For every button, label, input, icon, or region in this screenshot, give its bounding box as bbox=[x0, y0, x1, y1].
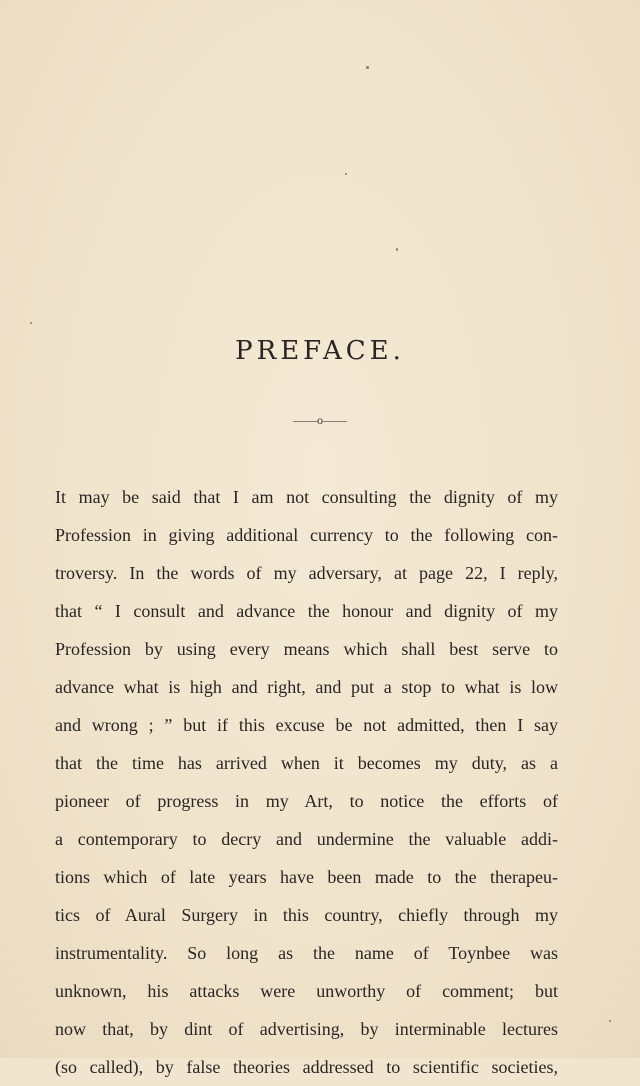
text-line-14: unknown, his attacks were unworthy of comment; but bbox=[55, 981, 558, 1001]
text-line-9: pioneer of progress in my Art, to notice the efforts of bbox=[55, 791, 558, 811]
paper-speck bbox=[396, 248, 398, 251]
text-line-6: advance what is high and right, and put a stop to what is low bbox=[55, 677, 558, 697]
preface-paragraph bbox=[55, 478, 558, 1086]
text-line-13: instrumentality. So long as the name of Toynbee was bbox=[55, 943, 558, 963]
paper-speck bbox=[30, 322, 32, 324]
paper-speck bbox=[366, 66, 369, 69]
paper-speck bbox=[609, 1020, 611, 1022]
paper-speck bbox=[345, 173, 347, 175]
text-line-4: that “ I consult and advance the honour and dignity of my bbox=[55, 601, 558, 621]
text-line-8: that the time has arrived when it becomes my duty, as a bbox=[55, 753, 558, 773]
text-line-12: tics of Aural Surgery in this country, chiefly through my bbox=[55, 905, 558, 925]
text-line-2: Profession in giving additional currency to the following con- bbox=[55, 525, 558, 545]
text-line-15: now that, by dint of advertising, by interminable lectures bbox=[55, 1019, 558, 1039]
text-line-16: (so called), by false theories addressed to scientific societies, bbox=[55, 1057, 558, 1077]
text-line-3: troversy. In the words of my adversary, at page 22, I reply, bbox=[55, 563, 558, 583]
text-line-11: tions which of late years have been made to the therapeu- bbox=[55, 867, 558, 887]
text-line-5: Profession by using every means which shall best serve to bbox=[55, 639, 558, 659]
text-line-7: and wrong ; ” but if this excuse be not admitted, then I say bbox=[55, 715, 558, 735]
text-line-1: It may be said that I am not consulting the dignity of my bbox=[55, 487, 558, 507]
heading-ornament: ——o—— bbox=[293, 413, 347, 427]
text-line-10: a contemporary to decry and undermine the valuable addi- bbox=[55, 829, 558, 849]
page-heading: PREFACE. bbox=[235, 336, 405, 366]
